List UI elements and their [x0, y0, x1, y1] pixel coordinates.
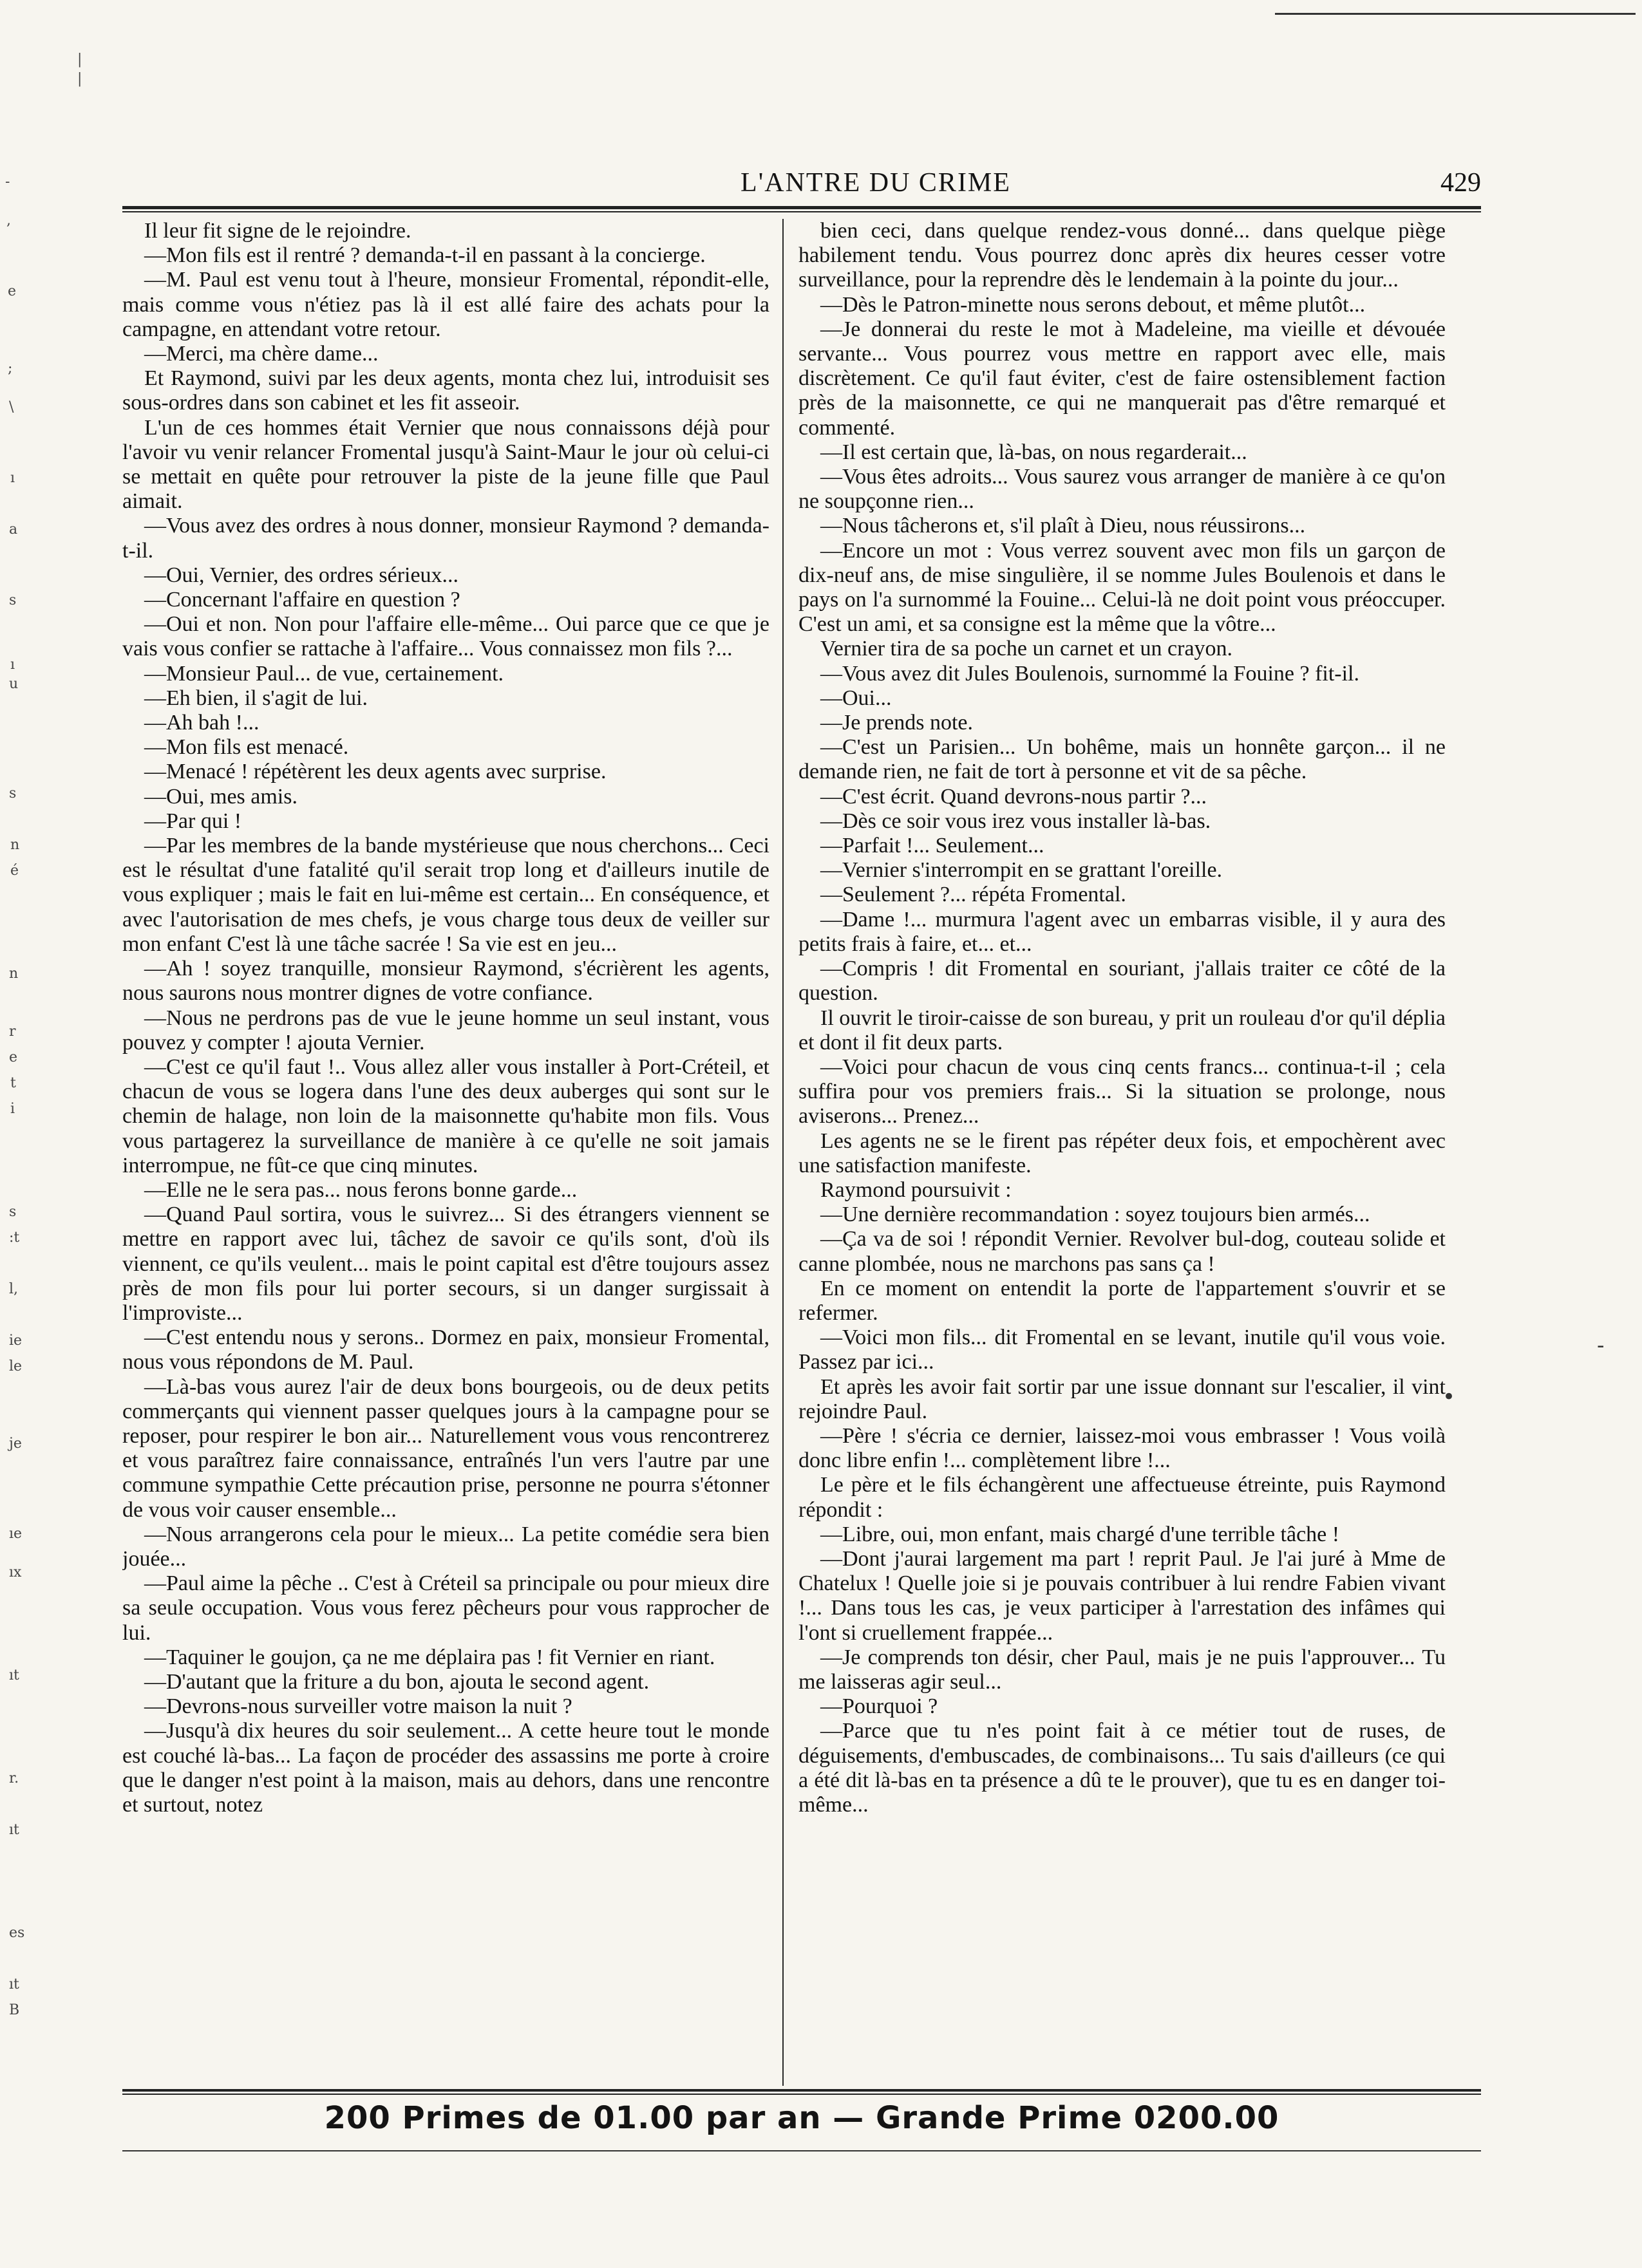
page-header — [122, 167, 1481, 206]
paragraph: —Merci, ma chère dame... — [144, 342, 379, 366]
paragraph: —Voici mon fils... dit Fromental en se levant, inutile qu'il vous voie. Passez par ici... — [798, 1326, 1446, 1374]
paragraph: —Dès ce soir vous irez vous installer là-bas. — [820, 809, 1211, 833]
paragraph: Il ouvrit le tiroir-caisse de son bureau, y prit un rouleau d'or qu'il déplia et dont il fit deux parts. — [798, 1006, 1446, 1054]
paragraph: En ce moment on entendit la porte de l'appartement s'ouvrir et se refermer. — [798, 1276, 1446, 1325]
paragraph: —M. Paul est venu tout à l'heure, monsieur Fromental, répondit-elle, mais comme vous n'étiez pas là il est allé faire des achats pour la campagne, en attendant votre retour. — [122, 268, 769, 341]
paragraph: Le père et le fils échangèrent une affectueuse étreinte, puis Raymond répondit : — [798, 1473, 1446, 1522]
paragraph: Raymond poursuivit : — [820, 1177, 1012, 1202]
paragraph: —C'est un Parisien... Un bohême, mais un honnête garçon... il ne demande rien, ne fait de tort à personne et vit de sa pêche. — [798, 735, 1446, 784]
paragraph: —Taquiner le goujon, ça ne me déplaira pas ! fit Vernier en riant. — [144, 1645, 715, 1669]
bottom-rule — [122, 2150, 1481, 2151]
paragraph: —Eh bien, il s'agit de lui. — [144, 686, 368, 710]
running-head: L'ANTRE DU CRIME — [741, 168, 1011, 198]
paragraph: —Par les membres de la bande mystérieuse que nous cherchons... Ceci est le résultat d'une fatalité qu'il serait trop long et d'ailleurs inutile de vous expliquer ; mais le fait en lui-même est certain... En conséquence, et avec l'autorisation de mes chefs, je vous charge tous deux de veiller sur mon enfant C'est là une tâche sacrée ! Sa vie est en jeu... — [122, 834, 769, 956]
paragraph: —Dame !... murmura l'agent avec un embarras visible, il y aura des petits frais à faire, et... et... — [798, 907, 1446, 956]
scan-speck: • — [1442, 1384, 1456, 1410]
header-rule-thin — [122, 211, 1481, 212]
paragraph: —Nous ne perdrons pas de vue le jeune homme un seul instant, vous pouvez y compter ! ajouta Vernier. — [122, 1006, 769, 1054]
paragraph: —Dont j'aurai largement ma part ! reprit Paul. Je l'ai juré à Mme de Chatelux ! Quelle joie si je pouvais contribuer à lui rendre Fabien vivant !... Dans tous les cas, je veux participer à l'arrestation des infâmes qui l'ont si cruellement frappée... — [798, 1546, 1446, 1645]
paragraph: —Libre, oui, mon enfant, mais chargé d'une terrible tâche ! — [820, 1522, 1340, 1546]
paragraph: —Dès le Patron-minette nous serons debout, et même plutôt... — [820, 292, 1366, 317]
paragraph: —Devrons-nous surveiller votre maison la nuit ? — [144, 1694, 572, 1719]
paragraph: —Oui... — [820, 686, 892, 710]
paragraph: —Ah ! soyez tranquille, monsieur Raymond, s'écrièrent les agents, nous saurons nous montrer dignes de votre confiance. — [122, 957, 769, 1006]
paragraph: —Il est certain que, là-bas, on nous regarderait... — [820, 440, 1247, 464]
paragraph: —Vous avez des ordres à nous donner, monsieur Raymond ? demanda-t-il. — [122, 514, 769, 563]
paragraph: L'un de ces hommes était Vernier que nous connaissons déjà pour l'avoir vu venir relancer Fromental jusqu'à Saint-Maur le jour où celui-ci se mettait en quête pour retrouver la piste de la jeune fille que Paul aimait. — [122, 415, 769, 514]
paragraph: —C'est entendu nous y serons.. Dormez en paix, monsieur Fromental, nous vous répondons de M. Paul. — [122, 1326, 769, 1374]
paragraph: Vernier tira de sa poche un carnet et un crayon. — [820, 637, 1233, 661]
paragraph: —Je donnerai du reste le mot à Madeleine, ma vieille et dévouée servante... Vous pourrez vous mettre en rapport avec elle, mais discrètement. Ce qu'il faut éviter, c'est de faire ostensiblement faction près de la maisonnette, ce qui ne manquerait pas d'être remarqué et commenté. — [798, 317, 1446, 440]
page-number: 429 — [1440, 168, 1481, 198]
footer-rule — [122, 2089, 1481, 2092]
paragraph: —Je comprends ton désir, cher Paul, mais je ne puis l'approuver... Tu me laisseras agir seul... — [798, 1645, 1446, 1694]
paragraph: Il leur fit signe de le rejoindre. — [144, 219, 411, 243]
paragraph: —D'autant que la friture a du bon, ajouta le second agent. — [144, 1669, 650, 1694]
footer-banner: 200 Primes de 01.00 par an — Grande Prime 0200.00 — [324, 2100, 1279, 2136]
paragraph: —Ça va de soi ! répondit Vernier. Revolver bul-dog, couteau solide et canne plombée, nous ne marchons pas sans ça ! — [798, 1227, 1446, 1276]
paragraph: bien ceci, dans quelque rendez-vous donné... dans quelque piège habilement tendu. Vous pourrez donc après dix heures cesser votre surveillance, pour la reprendre dès le lendemain à la pointe du jour... — [798, 219, 1446, 292]
left-column — [122, 219, 769, 2079]
paragraph: —Paul aime la pêche .. C'est à Créteil sa principale ou pour mieux dire sa seule occupation. Vous vous ferez pêcheurs pour vous rapprocher de lui. — [122, 1571, 769, 1645]
scan-speck: - — [1597, 1333, 1605, 1358]
paragraph: —Vous êtes adroits... Vous saurez vous arranger de manière à ce qu'on ne soupçonne rien... — [798, 465, 1446, 514]
paragraph: —Mon fils est il rentré ? demanda-t-il en passant à la concierge. — [144, 243, 706, 268]
scan-margin-bleed: - , e ; \ ı a s ı u s n é n r e t i s :t l, ie le je ıe ıx ıt r. ıt es ıt B | | — [5, 52, 82, 2018]
paragraph: —Père ! s'écria ce dernier, laissez-moi vous embrasser ! Vous voilà donc libre enfin !... complètement libre !... — [798, 1423, 1446, 1473]
paragraph: Les agents ne se le firent pas répéter deux fois, et empochèrent avec une satisfaction manifeste. — [798, 1129, 1446, 1177]
paragraph: —Là-bas vous aurez l'air de deux bons bourgeois, ou de deux petits commerçants qui viennent passer quelques jours à la campagne pour se reposer, pour respirer le bon air... Naturellement vous vous rencontrerez et vous paraîtrez faire connaissance, entraînés l'un vers l'autre par une commune sympathie Cette précaution prise, personne ne pourra s'étonner de vous voir causer ensemble... — [122, 1374, 769, 1522]
paragraph: —Je prends note. — [820, 711, 974, 735]
paragraph: Et après les avoir fait sortir par une issue donnant sur l'escalier, il vint rejoindre Paul. — [798, 1374, 1446, 1423]
paragraph: —Mon fils est menacé. — [144, 735, 349, 760]
paragraph: —Seulement ?... répéta Fromental. — [820, 883, 1126, 907]
paragraph: —Pourquoi ? — [820, 1694, 938, 1719]
footer-rule-thin — [122, 2094, 1481, 2095]
paragraph: —Une dernière recommandation : soyez toujours bien armés... — [820, 1203, 1370, 1227]
paragraph: —Vernier s'interrompit en se grattant l'oreille. — [820, 858, 1223, 883]
paragraph: —Jusqu'à dix heures du soir seulement... A cette heure tout le monde est couché là-bas... La façon de procéder des assassins me porte à croire que le danger n'est point à la maison, mais au dehors, dans une rencontre et surtout, notez — [122, 1719, 769, 1817]
top-edge-rule — [1275, 13, 1636, 15]
paragraph: —Ah bah !... — [144, 711, 260, 735]
paragraph: —Concernant l'affaire en question ? — [144, 588, 460, 612]
paragraph: —C'est écrit. Quand devrons-nous partir ?... — [820, 784, 1207, 809]
paragraph: —Oui et non. Non pour l'affaire elle-même... Oui parce que ce que je vais vous confier se rattache à l'affaire... Vous connaissez mon fils ?... — [122, 612, 769, 661]
paragraph: —Vous avez dit Jules Boulenois, surnommé la Fouine ? fit-il. — [820, 661, 1360, 686]
paragraph: —Elle ne le sera pas... nous ferons bonne garde... — [144, 1177, 578, 1202]
header-rule — [122, 206, 1481, 209]
column-divider — [782, 219, 784, 2086]
paragraph: —Oui, mes amis. — [144, 784, 297, 809]
paragraph: —Encore un mot : Vous verrez souvent avec mon fils un garçon de dix-neuf ans, de mise singulière, il se nomme Jules Boulenois et dans le pays on l'a surnommé la Fouine... Celui-là ne doit point vous préoccuper. C'est un ami, et sa consigne est la même que la vôtre... — [798, 538, 1446, 637]
paragraph: —Parfait !... Seulement... — [820, 834, 1044, 858]
paragraph: —Quand Paul sortira, vous le suivrez... Si des étrangers viennent se mettre en rapport avec lui, tâchez de savoir ce qu'ils sont, d'où ils viennent, ce qu'ils veulent... mais le point capital est d'être toujours assez près de mon fils pour lui porter secours, si un danger surgissait à l'improviste... — [122, 1203, 769, 1325]
right-column — [798, 219, 1446, 2079]
paragraph: —Par qui ! — [144, 809, 242, 833]
paragraph: —Oui, Vernier, des ordres sérieux... — [144, 563, 459, 587]
paragraph: —Compris ! dit Fromental en souriant, j'allais traiter ce côté de la question. — [798, 957, 1446, 1006]
paragraph: —Voici pour chacun de vous cinq cents francs... continua-t-il ; cela suffira pour vos premiers frais... Si la situation se prolonge, nous aviserons... Prenez... — [798, 1054, 1446, 1129]
paragraph: Et Raymond, suivi par les deux agents, monta chez lui, introduisit ses sous-ordres dans son cabinet et les fit asseoir. — [122, 366, 769, 415]
paragraph: —Menacé ! répétèrent les deux agents avec surprise. — [144, 760, 607, 784]
paragraph: —Parce que tu n'es point fait à ce métier tout de ruses, de déguisements, d'embuscades, de combinaisons... Tu sais d'ailleurs (ce qui a été dit là-bas en ta présence a dû te le prouver), que tu es en danger toi-même... — [798, 1719, 1446, 1817]
paragraph: —Monsieur Paul... de vue, certainement. — [144, 661, 504, 686]
paragraph: —C'est ce qu'il faut !.. Vous allez aller vous installer à Port-Créteil, et chacun de vous se logera dans l'une des deux auberges qui sont sur le chemin de halage, non loin de la maisonnette qu'habite mon fils. Vous vous partagerez la surveillance de manière à ce qu'elle ne soit jamais interrompue, ne fût-ce que cinq minutes. — [122, 1054, 769, 1177]
paragraph: —Nous arrangerons cela pour le mieux... La petite comédie sera bien jouée... — [122, 1522, 769, 1571]
paragraph: —Nous tâcherons et, s'il plaît à Dieu, nous réussirons... — [820, 514, 1306, 538]
